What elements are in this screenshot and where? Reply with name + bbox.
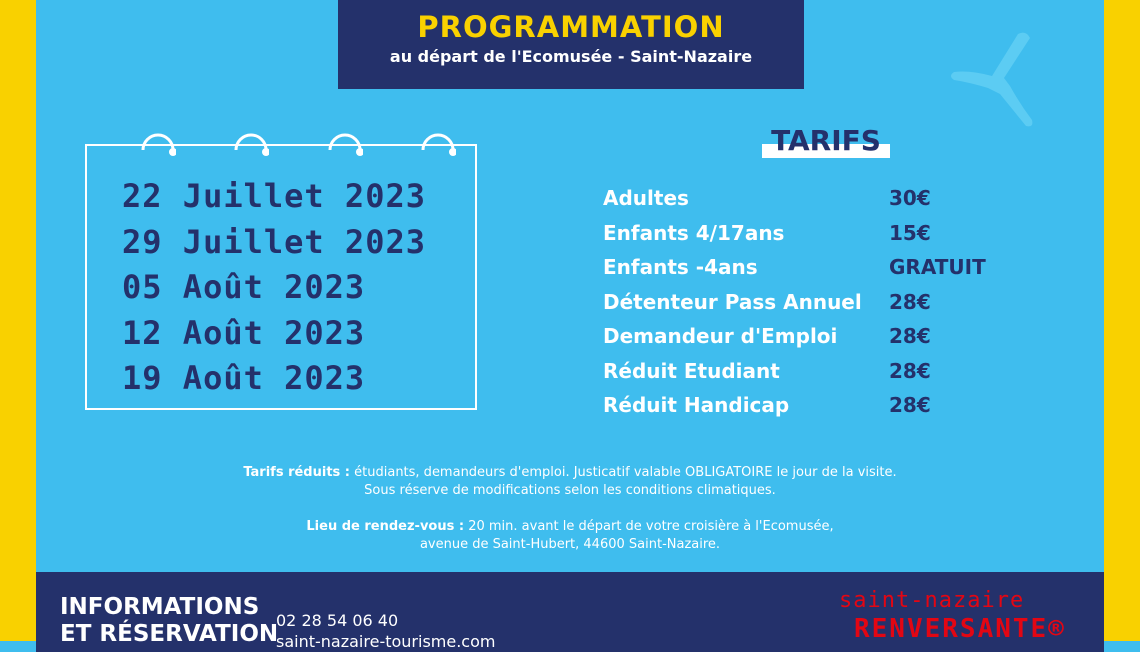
brand-logo bbox=[839, 588, 1066, 644]
tarif-row bbox=[603, 221, 1003, 256]
footer-banner bbox=[36, 572, 1104, 652]
tarif-label: Réduit Handicap bbox=[603, 393, 790, 417]
reduced-rates-text: étudiants, demandeurs d'emploi. Justicatif valable OBLIGATOIRE le jour de la visite. bbox=[350, 465, 897, 480]
calendar-ring-icon bbox=[327, 128, 363, 158]
dates-calendar bbox=[85, 144, 477, 410]
tarif-price: 28€ bbox=[889, 289, 931, 314]
website-link[interactable]: saint-nazaire-tourisme.com bbox=[276, 632, 496, 651]
meeting-point-text: 20 min. avant le départ de votre croisière à l'Ecomusée, bbox=[464, 519, 834, 534]
calendar-ring-icon bbox=[140, 128, 176, 158]
reduced-rates-label: Tarifs réduits : bbox=[243, 465, 351, 480]
tarif-row bbox=[603, 290, 1003, 325]
tarif-label: Demandeur d'Emploi bbox=[603, 324, 838, 348]
page-title: PROGRAMMATION bbox=[417, 10, 725, 44]
tarif-label: Enfants -4ans bbox=[603, 255, 758, 279]
weather-note: Sous réserve de modifications selon les conditions climatiques. bbox=[364, 483, 776, 498]
calendar-ring-icon bbox=[233, 128, 269, 158]
brand-logo-line: RENVERSANTE® bbox=[854, 614, 1066, 644]
footer-heading bbox=[60, 594, 278, 648]
tarif-label: Enfants 4/17ans bbox=[603, 220, 785, 245]
tarif-row bbox=[603, 255, 1003, 290]
tarif-price: 28€ bbox=[889, 393, 931, 417]
tarif-row bbox=[603, 393, 1003, 428]
footer-heading-line: ET RÉSERVATION bbox=[60, 621, 279, 647]
tarif-price: 30€ bbox=[889, 186, 931, 210]
reduced-rates-note bbox=[150, 464, 990, 482]
tarif-label: Adultes bbox=[603, 186, 689, 210]
tarif-price: 28€ bbox=[889, 324, 931, 348]
header-banner bbox=[338, 0, 804, 89]
right-yellow-band bbox=[1104, 0, 1140, 641]
meeting-point-label: Lieu de rendez-vous : bbox=[306, 519, 465, 534]
footer-heading-line: INFORMATIONS bbox=[60, 594, 260, 620]
tarifs-title: TARIFS bbox=[771, 124, 881, 157]
date-list bbox=[122, 174, 426, 402]
airplane-icon bbox=[948, 30, 1044, 130]
date-item: 22 Juillet 2023 bbox=[122, 177, 426, 215]
date-item: 29 Juillet 2023 bbox=[122, 222, 426, 261]
tarif-row bbox=[603, 359, 1003, 394]
note-spacer bbox=[150, 500, 990, 518]
info-notes bbox=[150, 464, 990, 554]
tarifs-heading bbox=[762, 124, 890, 158]
tarif-price: 15€ bbox=[889, 220, 931, 245]
left-yellow-band bbox=[0, 0, 36, 641]
tarif-label: Détenteur Pass Annuel bbox=[603, 289, 862, 314]
tarif-label: Réduit Etudiant bbox=[603, 358, 780, 383]
date-item: 12 Août 2023 bbox=[122, 313, 366, 352]
phone-number[interactable]: 02 28 54 06 40 bbox=[276, 611, 399, 630]
meeting-point-note bbox=[150, 518, 990, 536]
tarif-row bbox=[603, 186, 1003, 221]
tarif-row bbox=[603, 324, 1003, 359]
date-item: 19 Août 2023 bbox=[122, 359, 366, 397]
footer-contact bbox=[276, 610, 495, 652]
page-subtitle: au départ de l'Ecomusée - Saint-Nazaire bbox=[389, 47, 753, 66]
brand-logo-line: saint-nazaire bbox=[839, 588, 1025, 613]
tarif-price: 28€ bbox=[889, 358, 931, 383]
date-item: 05 Août 2023 bbox=[122, 268, 366, 306]
address-note: avenue de Saint-Hubert, 44600 Saint-Nazaire. bbox=[419, 537, 721, 552]
calendar-ring-icon bbox=[420, 128, 456, 158]
tarif-list bbox=[603, 186, 1003, 428]
tarif-price: GRATUIT bbox=[889, 255, 986, 279]
